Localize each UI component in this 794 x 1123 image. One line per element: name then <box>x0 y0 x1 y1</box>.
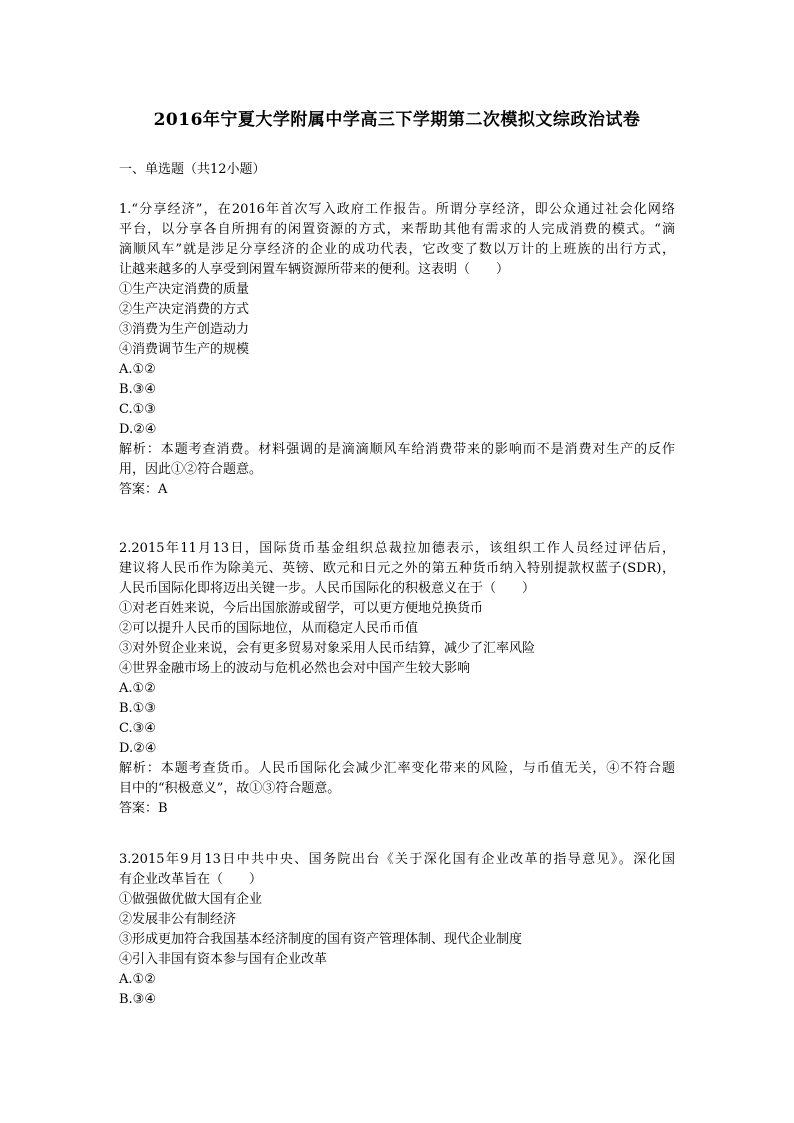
question-stem-line: 有企业改革旨在（ ） <box>119 872 263 887</box>
question-stem-line: 建议将人民币作为除美元、英镑、欧元和日元之外的第五种货币纳入特别提款权蓝子(SDR)， <box>119 561 675 576</box>
option-d: D.②④ <box>119 422 157 437</box>
statement-item: ③消费为生产创造动力 <box>119 322 250 337</box>
statement-item: ②可以提升人民币的国际地位，从而稳定人民币币值 <box>119 621 419 636</box>
question-stem-line: 2.2015年11月13日，国际货币基金组织总裁拉加德表示，该组织工作人员经过评估后， <box>119 541 675 556</box>
statement-item: ①生产决定消费的质量 <box>119 282 250 297</box>
option-a: A.①② <box>119 681 156 696</box>
answer-line: 答案：A <box>119 482 168 497</box>
option-d: D.②④ <box>119 741 157 756</box>
question-stem-line: 1.“分享经济”，在2016年首次写入政府工作报告。所谓分享经济，即公众通过社会化网络 <box>119 202 675 217</box>
question-stem-line: 滴顺风车”就是涉足分享经济的企业的成功代表，它改变了数以万计的上班族的出行方式， <box>119 242 675 257</box>
statement-item: ③形成更加符合我国基本经济制度的国有资产管理体制、现代企业制度 <box>119 932 523 947</box>
option-b: B.③④ <box>119 992 156 1007</box>
question-stem-line: 3.2015年9月13日中共中央、国务院出台《关于深化国有企业改革的指导意见》。深化国 <box>119 852 675 867</box>
analysis-line: 解析：本题考查货币。人民币国际化会减少汇率变化带来的风险，与币值无关，④不符合题 <box>119 761 675 776</box>
question-1 <box>119 200 675 500</box>
option-a: A.①② <box>119 362 156 377</box>
question-stem-line: 平台，以分享各自所拥有的闲置资源的方式，来帮助其他有需求的人完成消费的模式。“滴 <box>119 222 675 237</box>
option-c: C.③④ <box>119 721 156 736</box>
statement-item: ③对外贸企业来说，会有更多贸易对象采用人民币结算，减少了汇率风险 <box>119 641 536 656</box>
option-a: A.①② <box>119 972 156 987</box>
page-title: 2016年宁夏大学附属中学高三下学期第二次模拟文综政治试卷 <box>153 110 641 130</box>
option-c: C.①③ <box>119 402 156 417</box>
question-3 <box>119 850 675 1010</box>
statement-item: ②发展非公有制经济 <box>119 912 237 927</box>
question-stem-line: 让越来越多的人享受到闲置车辆资源所带来的便利。这表明（ ） <box>119 262 510 277</box>
statement-item: ④引入非国有资本参与国有企业改革 <box>119 952 328 967</box>
option-b: B.①③ <box>119 701 156 716</box>
answer-line: 答案：B <box>119 801 168 816</box>
option-b: B.③④ <box>119 382 156 397</box>
question-2 <box>119 539 675 819</box>
analysis-line: 目中的“积极意义”，故①③符合题意。 <box>119 781 341 796</box>
statement-item: ④世界金融市场上的波动与危机必然也会对中国产生较大影响 <box>119 661 471 676</box>
analysis-line: 用，因此①②符合题意。 <box>119 462 263 477</box>
statement-item: ①做强做优做大国有企业 <box>119 892 263 907</box>
analysis-line: 解析：本题考查消费。材料强调的是滴滴顺风车给消费带来的影响而不是消费对生产的反作 <box>119 442 675 457</box>
statement-item: ①对老百姓来说，今后出国旅游或留学，可以更方便地兑换货币 <box>119 601 484 616</box>
question-stem-line: 人民币国际化即将迈出关键一步。人民币国际化的积极意义在于（ ） <box>119 581 536 596</box>
statement-item: ②生产决定消费的方式 <box>119 302 250 317</box>
section-heading: 一、单选题（共12小题） <box>119 162 266 177</box>
statement-item: ④消费调节生产的规模 <box>119 342 250 357</box>
